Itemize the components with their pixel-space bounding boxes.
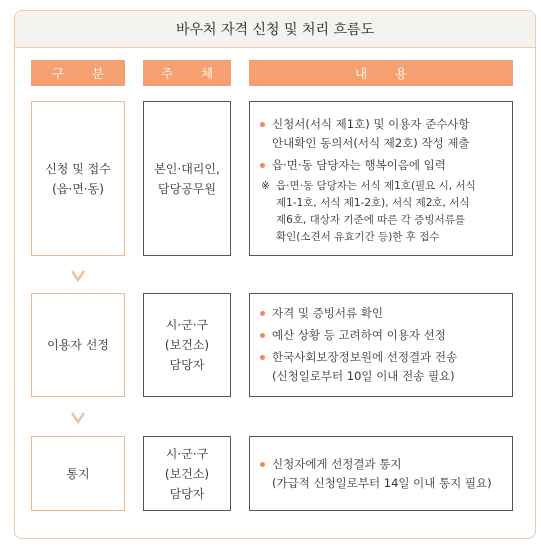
row3-actor: [143, 436, 231, 511]
row3-item1: 신청자에게 선정결과 통지 (가급적 신청일로부터 14일 이내 통지 필요): [258, 455, 492, 493]
bullet-icon: [260, 311, 265, 316]
row1-category-line1: 신청 및 접수: [45, 161, 111, 176]
row1-note: ※ 읍·면·동 담당자는 서식 제1호(필요 시, 서식 제1-1호, 서식 제1-2호), 서식 제2호, 서식 제6호, 대상자 기준에 따른 각 증빙서류를 확인(소견서 유효기간 등)한 후 접수: [261, 179, 476, 243]
bullet-icon: [260, 462, 265, 467]
row1-category-line2: (읍·면·동): [52, 181, 104, 196]
row3-actor-line1: 시·군·구: [165, 446, 209, 461]
row1-actor: [143, 101, 231, 256]
row2-item1: 자격 및 증빙서류 확인: [258, 304, 457, 323]
header-content: 내 용: [249, 60, 513, 86]
row2-item3: 한국사회보장정보원에 선정결과 전송 (신청일로부터 10일 이내 전송 필요): [258, 348, 457, 386]
row3-content: [249, 436, 513, 511]
row3-category: 통지: [31, 436, 125, 511]
row2-content: [249, 293, 513, 397]
header-category: 구 분: [31, 60, 125, 86]
row2-actor-line3: 담당자: [169, 358, 205, 372]
note-mark-icon: ※: [261, 179, 270, 192]
row1-category: [31, 101, 125, 256]
row2-actor-line2: (보건소): [164, 338, 210, 352]
header-actor: 주 체: [143, 60, 231, 86]
row2-category: 이용자 선정: [31, 293, 125, 397]
row2-item2: 예산 상황 등 고려하여 이용자 선정: [258, 326, 457, 345]
chevron-down-icon: [71, 412, 85, 424]
bullet-icon: [260, 122, 265, 127]
row3-actor-line2: (보건소): [164, 466, 210, 481]
row2-actor: [143, 293, 231, 397]
row1-item2: 읍·면·동 담당자는 행복이음에 입력: [258, 156, 476, 175]
bullet-icon: [260, 333, 265, 338]
row1-actor-line2: 담당공무원: [158, 181, 216, 196]
row2-actor-line1: 시·군·구: [165, 318, 209, 332]
row1-content: [249, 101, 513, 256]
row1-item1: 신청서(서식 제1호) 및 이용자 준수사항 안내확인 동의서(서식 제2호) 작성 제출: [258, 115, 476, 153]
row1-actor-line1: 본인·대리인,: [154, 161, 220, 176]
chevron-down-icon: [71, 270, 85, 282]
row3-actor-line3: 담당자: [169, 486, 205, 501]
diagram-title: 바우처 자격 신청 및 처리 흐름도: [15, 11, 535, 48]
bullet-icon: [260, 355, 265, 360]
bullet-icon: [260, 163, 265, 168]
